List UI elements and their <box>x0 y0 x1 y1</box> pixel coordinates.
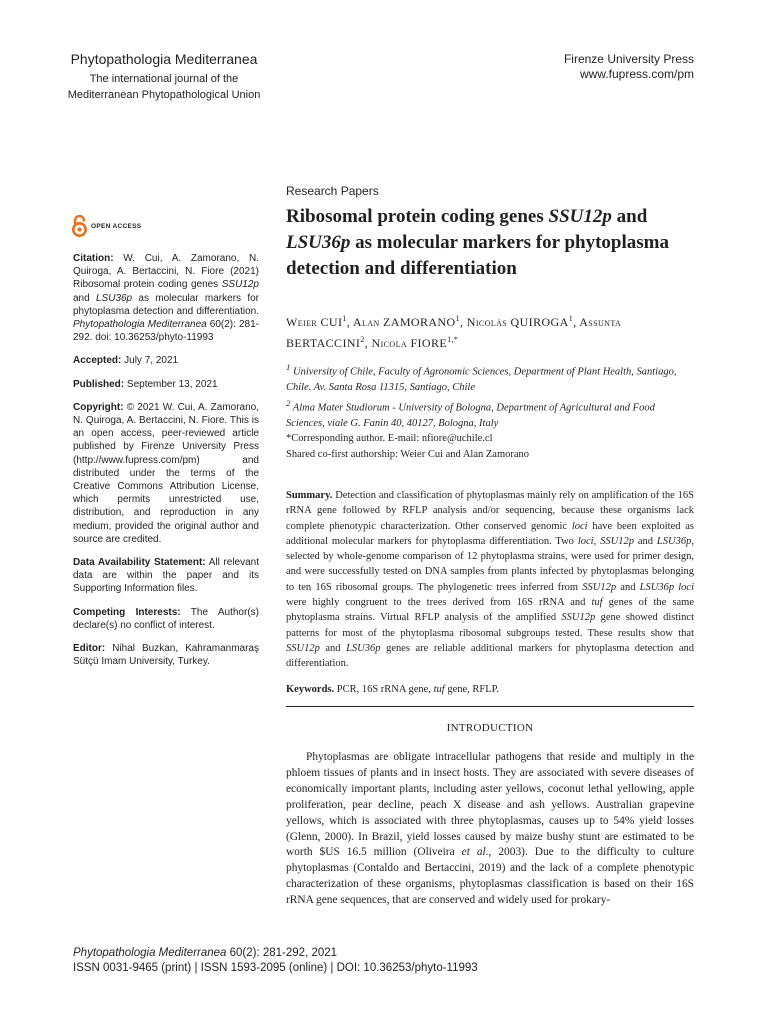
accepted-label: Accepted: <box>73 355 122 367</box>
author-name: Nicola FIORE <box>371 336 448 350</box>
author-name: Nicolás QUIROGA <box>466 315 569 329</box>
keyword-run: PCR, 16S rRNA gene, <box>334 683 434 695</box>
summary-run: LSU36p <box>346 642 381 654</box>
abstract <box>286 488 694 672</box>
citation-text: W. Cui, A. Zamorano, N. Quiroga, A. Bertaccini, N. Fiore (2021) Ribosomal protein coding genes <box>73 253 259 291</box>
citation-journal: Phytopathologia Mediterranea <box>73 319 207 331</box>
summary-run: and <box>633 535 657 547</box>
summary-run: SSU12p <box>561 612 596 624</box>
summary-run: , selected by whole-genome comparison of 12 phytoplasma strains, were used for primer design, and were successfully tested on DNA samples from plants infected by phytoplasmas belonging to ten 16S ribosomal groups. The phylogenetic trees inferred from <box>286 535 694 593</box>
shared-authorship-note: Shared co-first authorship: Weier Cui and Alan Zamorano <box>286 448 530 460</box>
affiliation-number: 2 <box>286 397 291 408</box>
copyright-text: © 2021 W. Cui, A. Zamorano, N. Quiroga, A. Bertaccini, N. Fiore. This is an open access, peer-reviewed article published by Firenze University Press (http://www.fupress.com/pm) and distributed under the terms of the Creative Commons Attribution License, which permits unrestricted use, distribution, and reproduction in any medium, provided the original author and source are credited. <box>73 401 259 545</box>
article-title <box>286 204 694 282</box>
affiliation-2 <box>286 396 694 432</box>
summary-run: Detection and classification of phytoplasmas mainly rely on amplification of the 16S rRNA gene followed by RFLP analysis and/or sequencing, because these organisms lack complete phenotypic characterization. Other conserved genomic <box>286 490 694 532</box>
data-availability-text: All relevant data are within the paper and its Supporting Information files. <box>73 557 259 595</box>
article-main <box>286 184 694 707</box>
published-date <box>73 378 259 391</box>
journal-name: Phytopathologia Mediterranea <box>70 51 258 67</box>
page-footer <box>73 946 478 976</box>
title-text: and <box>611 206 648 227</box>
editor-label: Editor: <box>73 643 106 655</box>
introduction-run: , 2003). Due to the difficulty to culture phytoplasmas (Contaldo and Bertaccini, 2019) and the lack of a complete phenotypic characterization of these organisms, phytoplasmas classification is based on their 16S rRNA gene sequences, that are conserved and widely used for prokary- <box>286 846 695 907</box>
open-access-lock-icon <box>72 215 87 237</box>
summary-label: Summary. <box>286 490 333 501</box>
keyword-run: gene, RFLP. <box>444 683 499 695</box>
open-access-label: OPEN ACCESS <box>91 223 142 230</box>
summary-run: genes of the same phytoplasma strains. Virtual RFLP analysis of the amplified <box>286 597 694 624</box>
data-availability <box>73 556 259 596</box>
published-value: September 13, 2021 <box>124 378 218 390</box>
footer-issue: 60(2): 281-292, 2021 <box>226 947 338 959</box>
introduction-paragraph <box>286 750 694 909</box>
publisher-block <box>564 52 694 82</box>
summary-run: and <box>319 642 347 654</box>
affiliation-1 <box>286 360 694 396</box>
title-text: as molecular markers for phytoplasma detection and differentiation <box>286 232 669 279</box>
publisher-url[interactable]: www.fupress.com/pm <box>579 67 694 81</box>
editor <box>73 642 259 668</box>
author-affiliation-marker: 2 <box>360 335 365 344</box>
author-affiliation-marker: 1,* <box>447 335 459 344</box>
author-list: Weier CUI$^1$, Alan ZAMORANO$^1$, Nicolás QUIROGA$^1$, Assunta BERTACCINI$^2$, Nicola $FIORE^{1,*}$ <box>286 314 622 350</box>
keywords-label: Keywords. <box>286 683 335 695</box>
author-affiliation-marker: 1 <box>568 314 574 323</box>
citation-text: and <box>73 292 96 304</box>
affiliation-text: University of Chile, Faculty of Agronomic Sciences, Department of Plant Health, Santiago, Chile. Av. Santa Rosa 11315, Santiago, Chile <box>286 366 677 393</box>
accepted-date <box>73 354 259 367</box>
affiliation-number: 1 <box>286 362 291 372</box>
summary-run: were highly congruent to the trees derived from 16S rRNA and <box>286 597 592 609</box>
competing-interests <box>73 606 259 632</box>
citation-label: Citation: <box>73 253 114 264</box>
affiliation-text: Alma Mater Studiorum - University of Bologna, Department of Agricultural and Food Sciences, viale G. Fanin 40, 40127, Bologna, Italy <box>286 402 655 429</box>
published-label: Published: <box>73 378 125 390</box>
publisher-name: Firenze University Press <box>563 52 694 66</box>
citation <box>73 252 259 344</box>
copyright-label: Copyright: <box>73 401 124 413</box>
summary-run: SSU12p <box>286 642 320 654</box>
summary-run: gene showed distinct patterns for most of the phytoplasma ribosomal subgroups tested. These results show that <box>286 612 694 639</box>
summary-run: have been exploited as additional molecular markers for phytoplasma differentiation. Two <box>286 520 694 547</box>
summary-run: LSU36p loci <box>639 581 694 593</box>
summary-run: and <box>616 581 640 593</box>
article-info-sidebar <box>73 252 259 678</box>
affiliations <box>286 360 694 462</box>
keyword-run: tuf <box>433 683 445 695</box>
introduction-heading: INTRODUCTION <box>446 722 534 734</box>
journal-tagline-line-1: The international journal of the <box>89 73 239 85</box>
keywords <box>286 682 694 697</box>
data-availability-label: Data Availability Statement: <box>73 557 206 569</box>
author-affiliation-marker: 1 <box>455 314 460 323</box>
citation-doi: 60(2): 281-292. doi: 10.36253/phyto-11993 <box>73 319 259 344</box>
summary-run: loci <box>577 535 594 547</box>
copyright <box>73 401 259 546</box>
summary-run: LSU36p <box>656 535 692 547</box>
summary-run: genes are reliable additional markers for phytoplasma detection and differentiation. <box>286 642 694 670</box>
accepted-value: July 7, 2021 <box>121 355 179 367</box>
corresponding-author: *Corresponding author. E-mail: nfiore@uchile.cl <box>286 433 493 444</box>
summary-text <box>286 490 694 669</box>
summary-run: loci <box>571 520 588 532</box>
citation-text: as molecular markers for phytoplasma detection and differentiation. <box>73 292 259 317</box>
author-name: Assunta BERTACCINI <box>286 315 622 350</box>
summary-run: SSU12p <box>600 535 634 547</box>
introduction-run: et al. <box>461 846 489 859</box>
author-name: Weier CUI <box>286 315 343 329</box>
author-name: Alan ZAMORANO <box>352 315 456 329</box>
competing-interests-label: Competing Interests: <box>73 606 181 618</box>
footer-citation <box>73 946 478 961</box>
summary-run: tuf <box>591 597 603 609</box>
journal-tagline-line-2: Mediterranean Phytopathological Union <box>67 89 261 101</box>
author-affiliation-marker: 1 <box>342 314 347 323</box>
footer-journal: Phytopathologia Mediterranea <box>73 947 227 959</box>
footer-issn: ISSN 0031-9465 (print) | ISSN 1593-2095 (online) | DOI: 10.36253/phyto-11993 <box>73 962 478 974</box>
section-label: Research Papers <box>286 184 379 198</box>
title-text: Ribosomal protein coding genes <box>286 206 549 227</box>
summary-run: , <box>593 535 601 547</box>
summary-run: SSU12p <box>582 581 617 593</box>
title-gene: LSU36p <box>286 232 351 253</box>
editor-text: Nihal Buzkan, Kahramanmaraş Sütçü Imam University, Turkey. <box>73 643 259 668</box>
citation-gene: LSU36p <box>95 292 133 304</box>
section-divider <box>286 706 694 707</box>
introduction-run: Phytoplasmas are obligate intracellular pathogens that reside and multiply in the phloem tissues of plants and in insect hosts. They are associated with severe diseases of economically important plants, including aster yellows, coconut lethal yellowing, apple proliferation, pear decline, peach X disease and ash yellows. Australian grapevine yellows, which is associated with three phytoplasmas, causes up to 54% yield losses (Glenn, 2000). In Brazil, yield losses caused by maize bushy stunt are estimated to be worth $US 16.5 million (Oliveira <box>286 751 694 859</box>
citation-gene: SSU12p <box>221 279 259 291</box>
competing-interests-text: The Author(s) declare(s) no conflict of interest. <box>73 606 259 631</box>
title-gene: SSU12p <box>548 206 612 227</box>
journal-tagline <box>0 71 328 103</box>
keywords-text <box>334 684 499 695</box>
